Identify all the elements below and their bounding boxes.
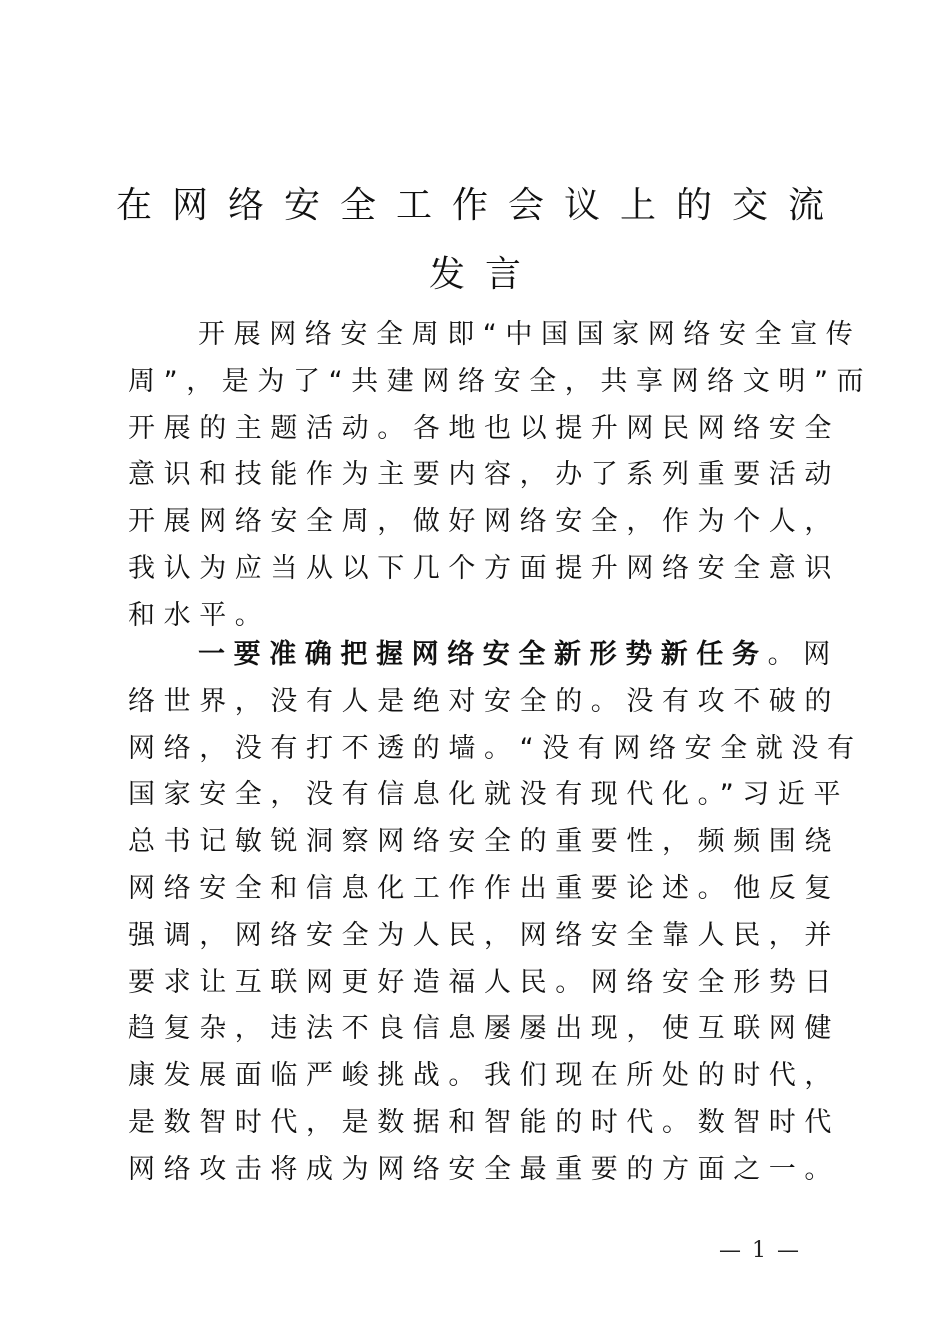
paragraph-line: 总书记敏锐洞察网络安全的重要性，频频围绕 <box>128 826 840 858</box>
paragraph-line: 周”，是为了“共建网络安全，共享网络文明”而 <box>128 365 873 397</box>
paragraph-line: 开展的主题活动。各地也以提升网民网络安全 <box>128 412 840 444</box>
paragraph-first-line <box>128 632 839 679</box>
paragraph-1 <box>128 312 873 640</box>
paragraph-line: 网络安全和信息化工作作出重要论述。他反复 <box>128 872 840 904</box>
document-title-line-1: 在网络安全工作会议上的交流 <box>115 185 844 226</box>
document-title-line-2: 发言 <box>428 254 541 295</box>
paragraph-line: 网络，没有打不透的墙。“没有网络安全就没有 <box>128 732 863 764</box>
paragraph-line: 络世界，没有人是绝对安全的。没有攻不破的 <box>128 685 840 717</box>
paragraph-2 <box>128 632 863 1194</box>
paragraph-line: 我认为应当从以下几个方面提升网络安全意识 <box>128 552 840 584</box>
paragraph-line: 网络攻击将成为网络安全最重要的方面之一。 <box>128 1153 840 1185</box>
paragraph-line: 趋复杂，违法不良信息屡屡出现，使互联网健 <box>128 1013 840 1045</box>
paragraph-line: 开展网络安全周即“中国国家网络安全宣传 <box>198 319 862 350</box>
paragraph-line: 国家安全，没有信息化就没有现代化。”习近平 <box>128 779 850 811</box>
paragraph-line: 开展网络安全周，做好网络安全，作为个人， <box>128 506 840 538</box>
page-number: — 1 — <box>719 1238 801 1263</box>
paragraph-line: 和水平。 <box>128 599 271 631</box>
paragraph-line: 是数智时代，是数据和智能的时代。数智时代 <box>128 1106 840 1138</box>
paragraph-line: 强调，网络安全为人民，网络安全靠人民，并 <box>128 919 840 951</box>
paragraph-line: 康发展面临严峻挑战。我们现在所处的时代， <box>128 1060 840 1092</box>
paragraph-line: 要求让互联网更好造福人民。网络安全形势日 <box>128 966 840 998</box>
paragraph-line: 意识和技能作为主要内容，办了系列重要活动 <box>128 459 840 491</box>
section-heading: 一要准确把握网络安全新形势新任务 <box>198 639 768 670</box>
paragraph-line-rest: 。网 <box>767 639 839 670</box>
